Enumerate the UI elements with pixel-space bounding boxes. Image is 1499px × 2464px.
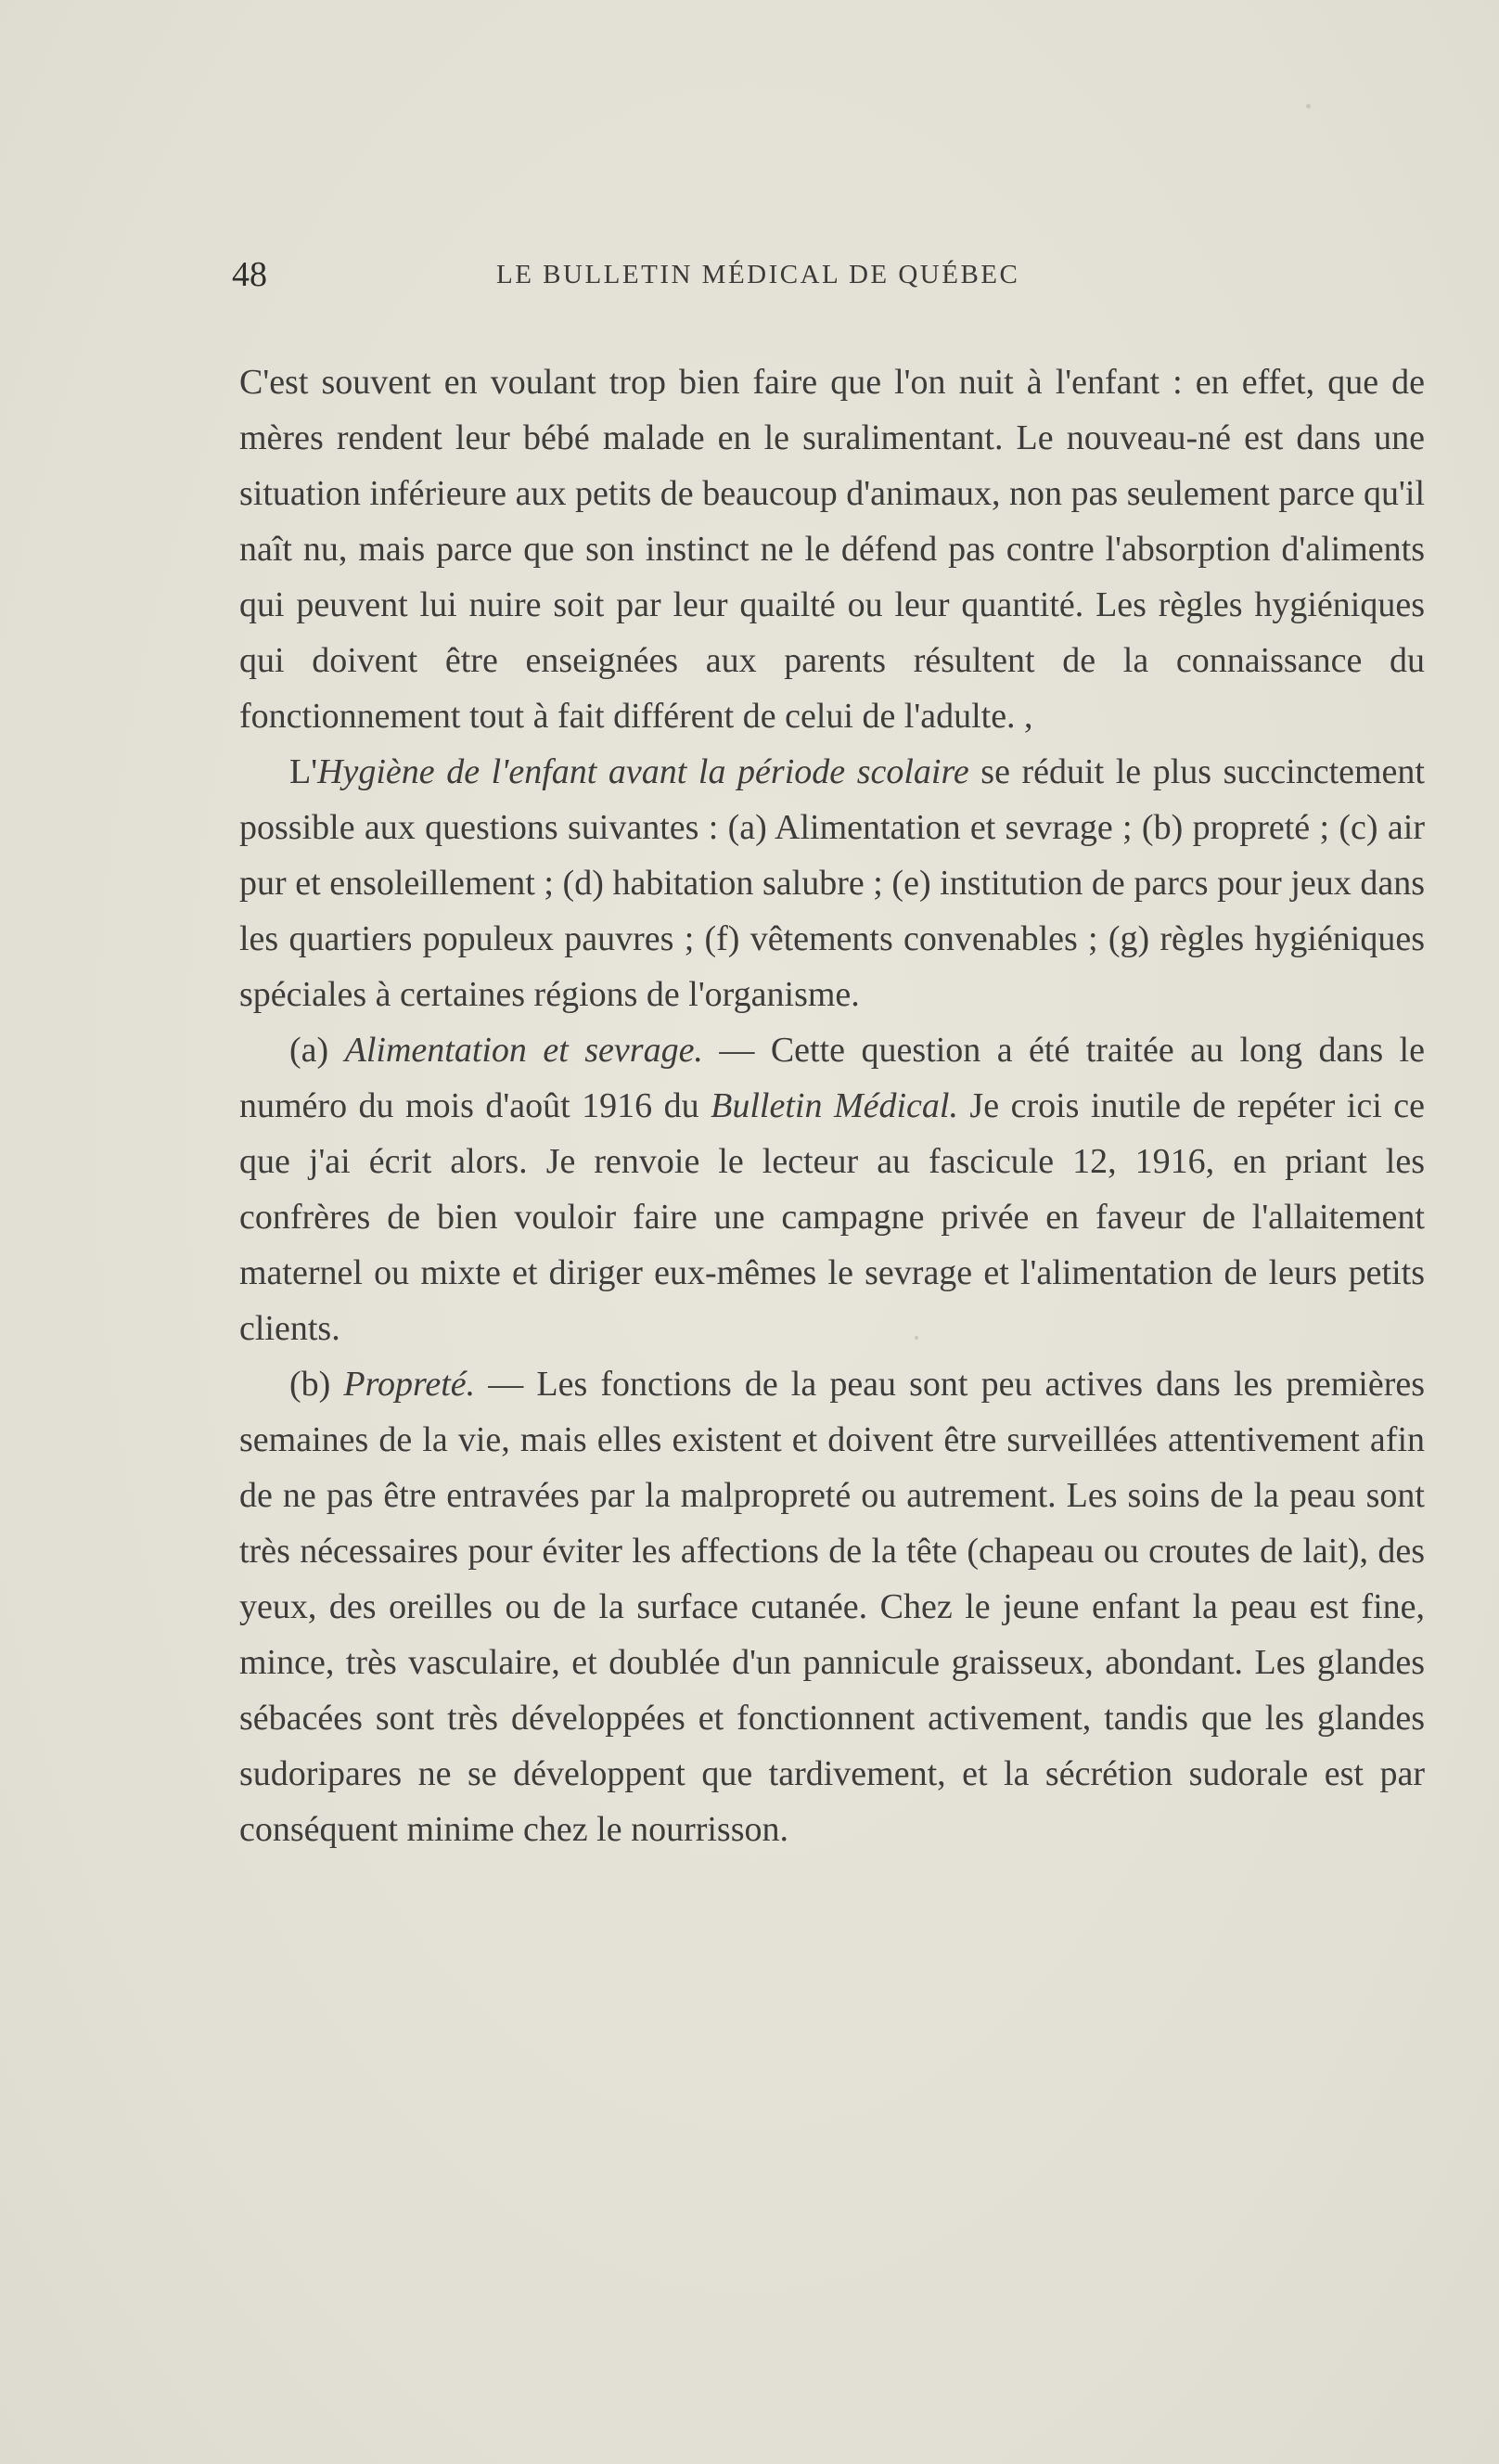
paragraph-title-italic: Propreté. (343, 1365, 476, 1404)
body-text (239, 354, 1425, 1857)
paragraph (239, 1022, 1425, 1356)
page-number: 48 (232, 255, 267, 294)
paragraph-title-italic: Alimentation et sevrage. (344, 1031, 703, 1070)
paragraph (239, 744, 1425, 1022)
paragraph-text: C'est souvent en voulant trop bien faire que l'on nuit à l'enfant : en effet, que de mères rendent leur bébé malade en le suralimentant. Le nouveau-né est dans une situation inférieure aux petits de beaucoup d'animaux, non pas seulement parce qu'il naît nu, mais parce que son instinct ne le défend pas contre l'absorption d'aliments qui peuvent lui nuire soit par leur quailté ou leur quantité. Les règles hygiéniques qui doivent être enseignées aux parents résultent de la connaissance du fonctionnement tout à fait différent de celui de l'adulte. , (239, 363, 1425, 736)
paragraph-lead: (a) (289, 1031, 345, 1070)
paragraph-title-italic: Hygiène de l'enfant avant la période scolaire (317, 752, 969, 791)
journal-reference: Bulletin Médical. (711, 1086, 958, 1125)
paragraph (239, 1356, 1425, 1857)
paper-speck (1306, 104, 1311, 109)
paragraph-text: — Cette question a été traitée au long dans le numéro du mois d'août 1916 du (239, 1031, 1425, 1125)
paragraph-lead: (b) (289, 1365, 344, 1404)
running-head: LE BULLETIN MÉDICAL DE QUÉBEC (496, 260, 1020, 289)
paragraph-lead: L' (289, 752, 318, 791)
paragraph (239, 354, 1425, 744)
page-header (232, 254, 1159, 301)
paragraph-text: se réduit le plus succinctement possible aux questions suivantes : (a) Alimentation et sevrage ; (b) propreté ; (c) air pur et ensoleillement ; (d) habitation salubre ; (e) institution de parcs pour jeux dans les quartiers populeux pauvres ; (f) vêtements convenables ; (g) règles hygiéniques spéciales à certaines régions de l'organisme. (239, 752, 1425, 1014)
paragraph-text: — Les fonctions de la peau sont peu actives dans les premières semaines de la vie, mais elles existent et doivent être surveillées attentivement afin de ne pas être entravées par la malpropreté ou autrement. Les soins de la peau sont très nécessaires pour éviter les affections de la tête (chapeau ou croutes de lait), des yeux, des oreilles ou de la surface cutanée. Chez le jeune enfant la peau est fine, mince, très vasculaire, et doublée d'un pannicule graisseux, abondant. Les glandes sébacées sont très développées et fonctionnent activement, tandis que les glandes sudoripares ne se développent que tardivement, et la sécrétion sudorale est par conséquent minime chez le nourrisson. (239, 1365, 1425, 1849)
paragraph-text: Je crois inutile de repéter ici ce que j'ai écrit alors. Je renvoie le lecteur au fascicule 12, 1916, en priant les confrères de bien vouloir faire une campagne privée en faveur de l'allaitement maternel ou mixte et diriger eux-mêmes le sevrage et l'alimentation de leurs petits clients. (239, 1086, 1425, 1348)
